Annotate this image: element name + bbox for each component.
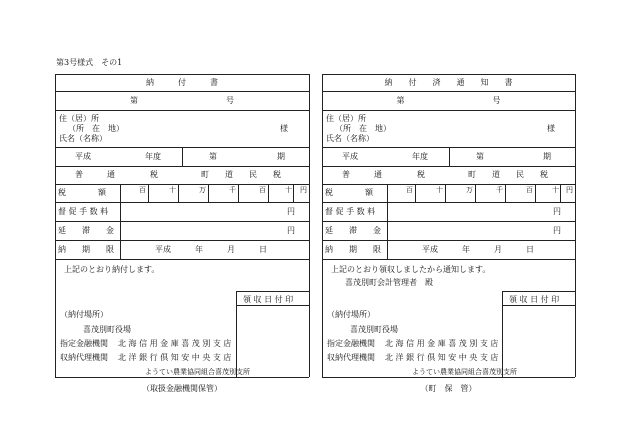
payment-place: 喜茂別町役場 [83, 325, 131, 334]
payment-notice-number: 第 号 [396, 96, 501, 105]
tax-amount-label: 税 額 [325, 188, 373, 197]
agent-bank-2: ようてい農業協同組合喜茂別支所 [145, 368, 250, 376]
period-label: 第 [209, 152, 217, 161]
payment-place-label: （納付場所） [327, 310, 375, 319]
fiscal-year-prefix: 平成 [342, 152, 358, 161]
late-fee-unit: 円 [553, 226, 561, 235]
agent-bank-label: 収納代理機関 [327, 353, 375, 362]
designated-bank-label: 指定金融機関 [60, 339, 108, 348]
digit-unit: 十 [285, 186, 292, 194]
digit-unit: 万 [199, 186, 206, 194]
deadline-value: 平成 年 月 日 [155, 245, 267, 254]
digit-unit: 千 [229, 186, 236, 194]
tax-type-ordinary: 普 通 [342, 170, 382, 179]
period-suffix: 期 [277, 152, 285, 161]
agent-bank: 北 洋 銀 行 倶 知 安 中 央 支 店 [118, 353, 232, 362]
honorific: 様 [547, 124, 555, 133]
tax-type-tax: 税 [150, 170, 158, 179]
tax-type-tax: 税 [417, 170, 425, 179]
digit-unit: 十 [436, 186, 443, 194]
tax-type-ordinary: 普 通 [75, 170, 115, 179]
fiscal-year-suffix: 年度 [412, 152, 428, 161]
late-fee-unit: 円 [287, 226, 295, 235]
period-label: 第 [476, 152, 484, 161]
deadline-label: 納 期 限 [325, 245, 381, 254]
dunning-fee-label: 督 促 手 数 料 [58, 207, 109, 216]
late-fee-label: 延 滞 金 [58, 226, 114, 235]
fiscal-year-prefix: 平成 [75, 152, 91, 161]
designated-bank-label: 指定金融機関 [327, 339, 375, 348]
payment-slip-number: 第 号 [130, 96, 234, 105]
agent-bank-2: ようてい農業協同組合喜茂別支所 [412, 368, 517, 376]
digit-unit: 十 [552, 186, 559, 194]
honorific: 様 [280, 124, 288, 133]
payment-message: 上記のとおり納付します。 [64, 265, 160, 274]
receipt-message: 上記のとおり領収しましたから通知します。 [331, 265, 491, 274]
address-label: 住（居）所 [326, 114, 366, 123]
address-label: 住（居）所 [59, 114, 99, 123]
digit-unit: 円 [566, 186, 573, 194]
name-label: 氏名（名称） [326, 134, 374, 143]
digit-unit: 百 [139, 186, 146, 194]
dunning-fee-unit: 円 [553, 207, 561, 216]
payment-slip-footer: （取扱金融機関保管） [142, 384, 222, 393]
location-label: （所 在 地） [68, 124, 124, 133]
period-suffix: 期 [543, 152, 551, 161]
late-fee-label: 延 滞 金 [325, 226, 381, 235]
name-label: 氏名（名称） [59, 134, 107, 143]
digit-unit: 百 [526, 186, 533, 194]
digit-unit: 百 [259, 186, 266, 194]
payment-place: 喜茂別町役場 [350, 325, 398, 334]
receipt-stamp-label: 領 収 日 付 印 [509, 295, 560, 304]
agent-bank: 北 洋 銀 行 倶 知 安 中 央 支 店 [385, 353, 499, 362]
deadline-value: 平成 年 月 日 [422, 245, 534, 254]
digit-unit: 万 [466, 186, 473, 194]
dunning-fee-unit: 円 [287, 207, 295, 216]
deadline-label: 納 期 限 [58, 245, 114, 254]
payment-slip-title: 納 付 書 [146, 78, 218, 87]
form-number-label: 第3号様式 その1 [56, 58, 123, 67]
digit-unit: 十 [169, 186, 176, 194]
payment-notice-footer: （町 保 管） [420, 384, 477, 393]
receipt-stamp-label: 領 収 日 付 印 [243, 295, 294, 304]
digit-unit: 百 [406, 186, 413, 194]
fiscal-year-suffix: 年度 [145, 152, 161, 161]
accountant-addressee: 喜茂別町会計管理者 殿 [345, 278, 433, 287]
designated-bank: 北 海 信 用 金 庫 喜 茂 別 支 店 [118, 339, 232, 348]
dunning-fee-label: 督 促 手 数 料 [325, 207, 376, 216]
payment-place-label: （納付場所） [60, 310, 108, 319]
payment-notice-title: 納 付 済 通 知 書 [384, 78, 513, 87]
location-label: （所 在 地） [335, 124, 391, 133]
tax-type-name: 町 道 民 税 [201, 170, 281, 179]
digit-unit: 円 [300, 186, 307, 194]
tax-type-name: 町 道 民 税 [468, 170, 548, 179]
tax-amount-label: 税 額 [58, 188, 106, 197]
designated-bank: 北 海 信 用 金 庫 喜 茂 別 支 店 [385, 339, 499, 348]
agent-bank-label: 収納代理機関 [60, 353, 108, 362]
digit-unit: 千 [496, 186, 503, 194]
